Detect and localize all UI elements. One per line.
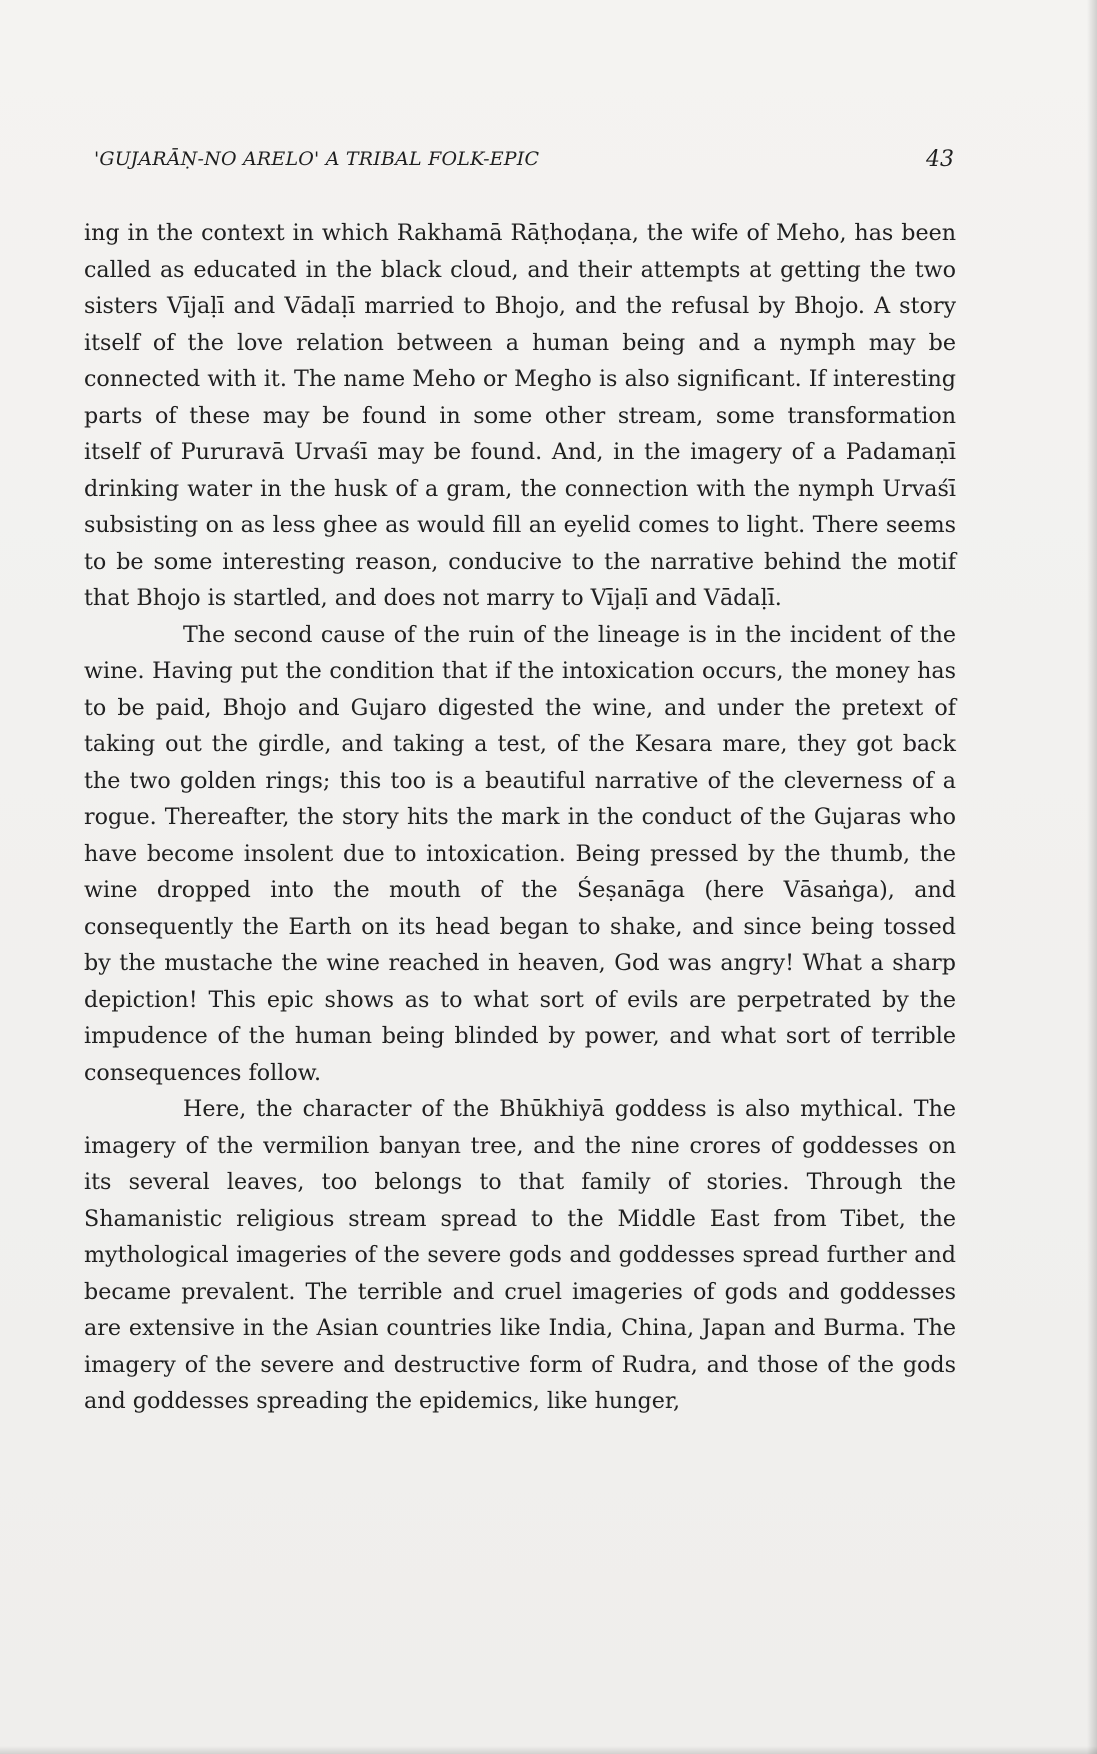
paragraph-3: Here, the character of the Bhūkhiyā goddess is also mythical. The imagery of the vermilion banyan tree, and the nine crores of goddesses on its several leaves, too belongs to that family of stories. Through the Shamanistic religious stream spread to the Middle East from Tibet, the mythological imageries of the severe gods and goddesses spread further and became prevalent. The terrible and cruel imageries of gods and goddesses are extensive in the Asian countries like India, China, Japan and Burma. The imagery of the severe and destructive form of Rudra, and those of the gods and goddesses spreading the epidemics, like hunger,: [84, 1096, 956, 1414]
paragraph-2: The second cause of the ruin of the lineage is in the incident of the wine. Having put the condition that if the intoxication occurs, the money has to be paid, Bhojo and Gujaro digested the wine, and under the pretext of taking out the girdle, and taking a test, of the Kesara mare, they got back the two golden rings; this too is a beautiful narrative of the cleverness of a rogue. Thereafter, the story hits the mark in the conduct of the Gujaras who have become insolent due to intoxication. Being pressed by the thumb, the wine dropped into the mouth of the Śeṣanāga (here Vāsaṅga), and consequently the Earth on its head began to shake, and since being tossed by the mustache the wine reached in heaven, God was angry! What a sharp depiction! This epic shows as to what sort of evils are perpetrated by the impudence of the human being blinded by power, and what sort of terrible consequences follow.: [84, 621, 956, 1086]
page-edge-shadow-right: [1087, 0, 1097, 1754]
page-number: 43: [926, 147, 954, 172]
running-title: 'GUJARĀṆ-NO ARELO' A TRIBAL FOLK-EPIC: [94, 148, 540, 170]
page-edge-shadow-bottom: [0, 1746, 1097, 1754]
body-text: [84, 215, 956, 1420]
paragraph-1: ing in the context in which Rakhamā Rāṭhoḍaṇa, the wife of Meho, has been called as educated in the black cloud, and their attempts at getting the two sisters Vījaḷī and Vādaḷī married to Bhojo, and the refusal by Bhojo. A story itself of the love relation between a human being and a nymph may be connected with it. The name Meho or Megho is also significant. If interesting parts of these may be found in some other stream, some transformation itself of Pururavā Urvaśī may be found. And, in the imagery of a Padamaṇī drinking water in the husk of a gram, the connection with the nymph Urvaśī subsisting on as less ghee as would fill an eyelid comes to light. There seems to be some interesting reason, conducive to the narrative behind the motif that Bhojo is startled, and does not marry to Vījaḷī and Vādaḷī.: [84, 220, 956, 611]
running-header: [94, 148, 954, 184]
